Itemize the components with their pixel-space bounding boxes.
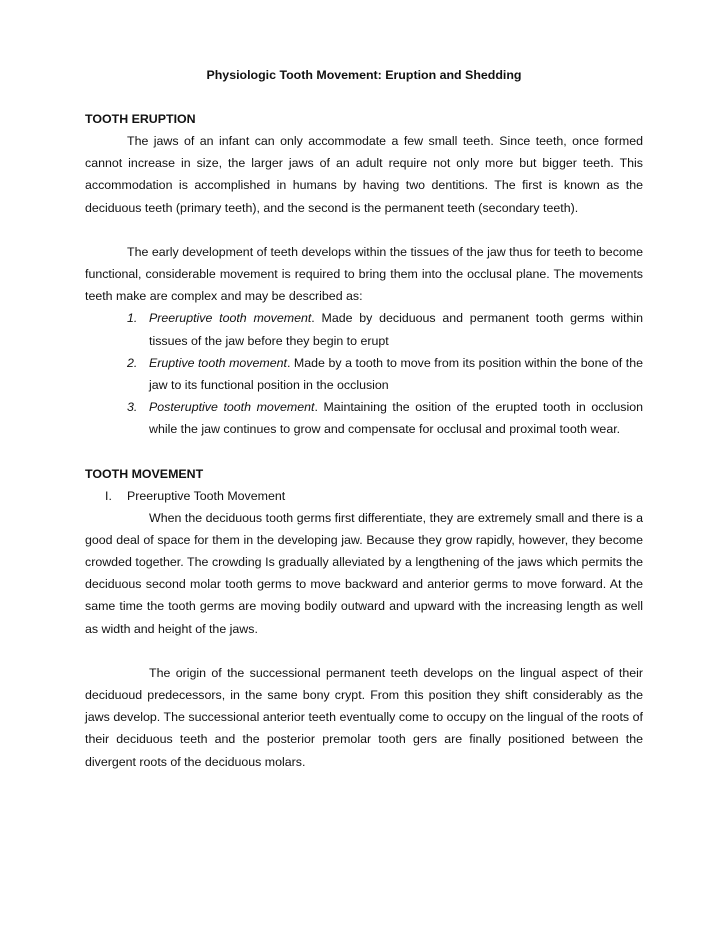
movement-types-list (85, 307, 643, 440)
list-item-term: Preeruptive tooth movement (149, 311, 312, 326)
movement-paragraph-1: When the deciduous tooth germs first differentiate, they are extremely small and there is a good deal of space for them in the developing jaw. Because they grow rapidly, however, they become crowded together. The crowding Is gradually alleviated by a lengthening of the jaws which permits the deciduous second molar tooth germs to move backward and anterior germs to move forward. At the same time the tooth germs are moving bodily outward and upward with the increasing length as well as width and height of the jaws. (85, 510, 643, 636)
subsection-title: Preeruptive Tooth Movement (127, 488, 286, 503)
eruption-paragraph-1: The jaws of an infant can only accommodate a few small teeth. Since teeth, once formed cannot increase in size, the larger jaws of an adult require not only more but bigger teeth. This accommodation is accomplished in humans by having two dentitions. The first is known as the deciduous teeth (primary teeth), and the second is the permanent teeth (secondary teeth). (85, 134, 643, 215)
list-item (85, 307, 643, 351)
section-heading-tooth-movement: TOOTH MOVEMENT (85, 466, 204, 481)
movement-paragraph-2: The origin of the successional permanent teeth develops on the lingual aspect of their deciduoud predecessors, in the same bony crypt. From this position they shift considerably as the jaws develop. The successional anterior teeth eventually come to occupy on the lingual of the roots of their deciduous teeth and the posterior premolar tooth gers are finally positioned between the divergent roots of the deciduous molars. (85, 665, 643, 769)
document-title: Physiologic Tooth Movement: Eruption and Shedding (206, 68, 522, 82)
document-page (85, 64, 643, 773)
subsection-numeral: I. (105, 488, 112, 503)
list-item-number: 2. (127, 355, 138, 370)
list-item (85, 352, 643, 396)
list-item-number: 1. (127, 311, 138, 326)
list-item (85, 396, 643, 440)
list-item-number: 3. (127, 400, 138, 415)
paragraph-gap (85, 219, 643, 241)
eruption-paragraph-2: The early development of teeth develops within the tissues of the jaw thus for teeth to become functional, considerable movement is required to bring them into the occlusal plane. The movements teeth make are complex and may be described as: (85, 244, 643, 304)
paragraph-gap (85, 441, 643, 463)
subsection-heading (85, 485, 643, 507)
list-item-term: Posteruptive tooth movement (149, 400, 315, 415)
paragraph-gap (85, 640, 643, 662)
list-item-term: Eruptive tooth movement (149, 355, 287, 370)
list-item-text: . Maintaining the osition of the erupted tooth in occlusion while the jaw continues to grow and compensate for occlusal and proximal tooth wear. (149, 400, 643, 437)
list-item-text: . Made by a tooth to move from its position within the bone of the jaw to its functional position in the occlusion (149, 355, 643, 393)
section-heading-tooth-eruption: TOOTH ERUPTION (85, 112, 196, 126)
list-item-text: . Made by deciduous and permanent tooth germs within tissues of the jaw before they begin to erupt (149, 311, 643, 348)
